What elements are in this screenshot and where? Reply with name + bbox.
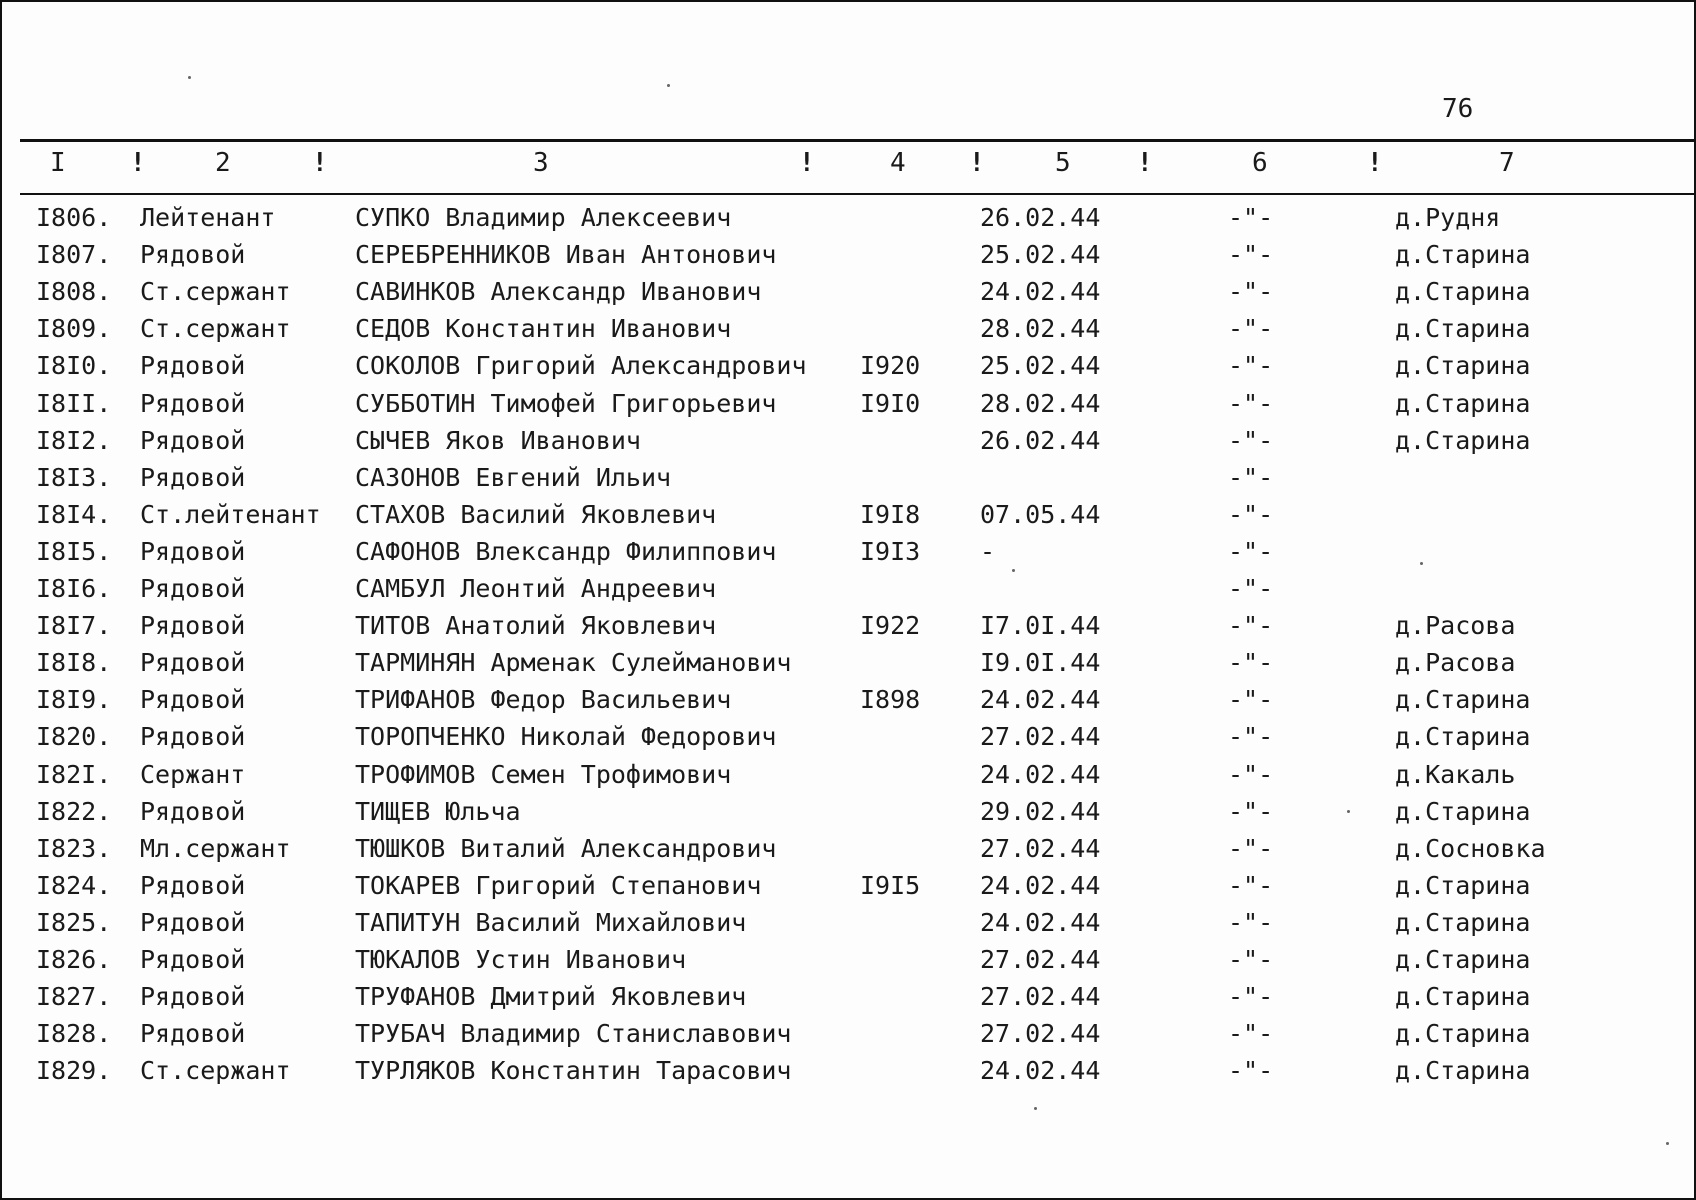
record-name: ТИЩЕВ Юльча — [355, 796, 521, 826]
record-number: I8I5. — [36, 536, 112, 566]
record-row — [2, 500, 1696, 536]
record-row — [2, 389, 1696, 425]
record-ditto-mark: -"- — [1228, 722, 1274, 752]
scan-speck — [667, 84, 670, 87]
record-name: СЫЧЕВ Яков Иванович — [355, 425, 641, 455]
record-row — [2, 685, 1696, 721]
record-date: 07.05.44 — [980, 499, 1101, 529]
record-number: I808. — [36, 277, 112, 307]
record-rank: Рядовой — [140, 722, 246, 752]
record-name: СУББОТИН Тимофей Григорьевич — [355, 388, 777, 418]
record-rank: Рядовой — [140, 982, 246, 1012]
record-place: д.Какаль — [1395, 759, 1516, 789]
record-name: ТЮКАЛОВ Устин Иванович — [355, 945, 687, 974]
record-name: СЕДОВ Константин Иванович — [355, 314, 732, 344]
record-place: д.Старина — [1395, 870, 1531, 900]
record-birth-year: I922 — [860, 611, 921, 641]
record-number: I8I9. — [36, 685, 112, 715]
record-number: I82I. — [36, 759, 112, 789]
record-place: д.Старина — [1395, 722, 1531, 752]
record-rank: Рядовой — [140, 685, 246, 715]
record-number: I826. — [36, 945, 112, 974]
record-name: СОКОЛОВ Григорий Александрович — [355, 351, 807, 381]
record-name: ТОРОПЧЕНКО Николай Федорович — [355, 722, 777, 752]
scan-speck — [188, 76, 191, 79]
record-date: 25.02.44 — [980, 240, 1101, 270]
record-date: 24.02.44 — [980, 907, 1101, 937]
record-name: САФОНОВ Влександр Филиппович — [355, 536, 777, 566]
column-separator: ! — [969, 148, 985, 178]
record-rank: Рядовой — [140, 611, 246, 641]
record-name: СУПКО Владимир Алексеевич — [355, 203, 732, 232]
record-place: д.Старина — [1395, 314, 1531, 344]
record-number: I8I0. — [36, 351, 112, 381]
scan-speck — [1034, 1107, 1037, 1110]
record-rank: Ст.сержант — [140, 1056, 291, 1086]
record-ditto-mark: -"- — [1228, 945, 1274, 974]
record-ditto-mark: -"- — [1228, 648, 1274, 678]
record-rank: Ст.сержант — [140, 314, 291, 344]
record-name: СЕРЕБРЕННИКОВ Иван Антонович — [355, 240, 777, 270]
scan-speck — [1420, 562, 1423, 565]
record-rank: Рядовой — [140, 536, 246, 566]
column-separator: ! — [130, 148, 146, 178]
record-row — [2, 351, 1696, 387]
record-place: д.Старина — [1395, 1019, 1531, 1049]
record-row — [2, 1019, 1696, 1055]
record-date: 27.02.44 — [980, 1019, 1101, 1049]
record-number: I8I7. — [36, 611, 112, 641]
record-row — [2, 463, 1696, 499]
record-name: ТРИФАНОВ Федор Васильевич — [355, 685, 732, 715]
record-ditto-mark: -"- — [1228, 536, 1274, 566]
record-number: I8I3. — [36, 462, 112, 492]
record-rank: Рядовой — [140, 462, 246, 492]
record-row — [2, 908, 1696, 944]
record-row — [2, 277, 1696, 313]
record-place: д.Расова — [1395, 648, 1516, 678]
record-number: I8I8. — [36, 648, 112, 678]
record-number: I822. — [36, 796, 112, 826]
record-date: 27.02.44 — [980, 833, 1101, 863]
record-rank: Рядовой — [140, 425, 246, 455]
record-name: ТУРЛЯКОВ Константин Тарасович — [355, 1056, 792, 1086]
column-header-5: 5 — [1055, 148, 1071, 178]
record-rank: Ст.сержант — [140, 277, 291, 307]
record-ditto-mark: -"- — [1228, 611, 1274, 641]
record-place: д.Сосновка — [1395, 833, 1546, 863]
record-rank: Ст.лейтенант — [140, 499, 321, 529]
record-ditto-mark: -"- — [1228, 499, 1274, 529]
record-ditto-mark: -"- — [1228, 240, 1274, 270]
column-header-2: 2 — [215, 148, 231, 178]
record-number: I8I4. — [36, 499, 112, 529]
record-birth-year: I898 — [860, 685, 921, 715]
scan-speck — [1666, 1142, 1669, 1145]
record-number: I825. — [36, 907, 112, 937]
column-header-7: 7 — [1499, 148, 1515, 178]
record-number: I806. — [36, 203, 112, 232]
record-date: I9.0I.44 — [980, 648, 1101, 678]
record-name: САЗОНОВ Евгений Ильич — [355, 462, 672, 492]
record-place: д.Старина — [1395, 1056, 1531, 1086]
record-date: 27.02.44 — [980, 722, 1101, 752]
column-separator: ! — [312, 148, 328, 178]
record-date: 26.02.44 — [980, 203, 1101, 232]
record-ditto-mark: -"- — [1228, 982, 1274, 1012]
record-name: СТАХОВ Василий Яковлевич — [355, 499, 717, 529]
record-name: ТАРМИНЯН Арменак Сулейманович — [355, 648, 792, 678]
record-ditto-mark: -"- — [1228, 796, 1274, 826]
record-ditto-mark: -"- — [1228, 351, 1274, 381]
record-date: 27.02.44 — [980, 945, 1101, 974]
record-ditto-mark: -"- — [1228, 685, 1274, 715]
record-birth-year: I9I3 — [860, 536, 921, 566]
record-ditto-mark: -"- — [1228, 1056, 1274, 1086]
record-date: 24.02.44 — [980, 1056, 1101, 1086]
record-row — [2, 648, 1696, 684]
record-rank: Рядовой — [140, 870, 246, 900]
record-ditto-mark: -"- — [1228, 314, 1274, 344]
record-number: I824. — [36, 870, 112, 900]
record-rank: Рядовой — [140, 240, 246, 270]
record-place: д.Расова — [1395, 611, 1516, 641]
record-row — [2, 314, 1696, 350]
record-row — [2, 982, 1696, 1018]
record-name: ТЮШКОВ Виталий Александрович — [355, 833, 777, 863]
record-place: д.Старина — [1395, 982, 1531, 1012]
record-name: ТРУФАНОВ Дмитрий Яковлевич — [355, 982, 747, 1012]
record-number: I807. — [36, 240, 112, 270]
column-separator: ! — [1367, 148, 1383, 178]
record-place: д.Старина — [1395, 388, 1531, 418]
column-header-row — [2, 148, 1696, 188]
record-name: ТРУБАЧ Владимир Станиславович — [355, 1019, 792, 1049]
record-number: I8I2. — [36, 425, 112, 455]
record-row — [2, 611, 1696, 647]
scan-speck — [1347, 810, 1350, 813]
record-date: 24.02.44 — [980, 870, 1101, 900]
record-birth-year: I920 — [860, 351, 921, 381]
record-date: 28.02.44 — [980, 314, 1101, 344]
record-place: д.Старина — [1395, 796, 1531, 826]
table-top-rule — [20, 139, 1694, 142]
column-header-3: 3 — [533, 148, 549, 178]
record-number: I827. — [36, 982, 112, 1012]
record-ditto-mark: -"- — [1228, 203, 1274, 232]
record-date: I7.0I.44 — [980, 611, 1101, 641]
record-date: 24.02.44 — [980, 277, 1101, 307]
record-number: I8II. — [36, 388, 112, 418]
record-row — [2, 834, 1696, 870]
record-row — [2, 1056, 1696, 1092]
record-place: д.Старина — [1395, 351, 1531, 381]
record-place: д.Рудня — [1395, 203, 1501, 232]
record-place: д.Старина — [1395, 685, 1531, 715]
record-row — [2, 760, 1696, 796]
record-date: 26.02.44 — [980, 425, 1101, 455]
record-row — [2, 426, 1696, 462]
record-rank: Рядовой — [140, 945, 246, 974]
record-date: 28.02.44 — [980, 388, 1101, 418]
record-row — [2, 203, 1696, 239]
record-place: д.Старина — [1395, 425, 1531, 455]
record-row — [2, 537, 1696, 573]
record-row — [2, 240, 1696, 276]
record-row — [2, 574, 1696, 610]
record-rank: Рядовой — [140, 648, 246, 678]
record-ditto-mark: -"- — [1228, 574, 1274, 603]
record-rank: Рядовой — [140, 351, 246, 381]
page-number: 76 — [1442, 94, 1474, 124]
record-row — [2, 871, 1696, 907]
record-row — [2, 945, 1696, 981]
record-number: I820. — [36, 722, 112, 752]
record-date: - — [980, 536, 996, 566]
table-header-rule — [20, 193, 1694, 195]
scan-speck — [1012, 569, 1015, 572]
record-number: I828. — [36, 1019, 112, 1049]
record-name: ТОКАРЕВ Григорий Степанович — [355, 870, 762, 900]
record-name: САМБУЛ Леонтий Андреевич — [355, 574, 717, 603]
record-ditto-mark: -"- — [1228, 1019, 1274, 1049]
record-ditto-mark: -"- — [1228, 425, 1274, 455]
record-ditto-mark: -"- — [1228, 462, 1274, 492]
record-date: 24.02.44 — [980, 685, 1101, 715]
record-row — [2, 797, 1696, 833]
record-ditto-mark: -"- — [1228, 388, 1274, 418]
record-number: I809. — [36, 314, 112, 344]
record-row — [2, 722, 1696, 758]
record-rank: Рядовой — [140, 796, 246, 826]
record-date: 25.02.44 — [980, 351, 1101, 381]
record-name: ТРОФИМОВ Семен Трофимович — [355, 759, 732, 789]
record-rank: Сержант — [140, 759, 246, 789]
record-date: 27.02.44 — [980, 982, 1101, 1012]
record-rank: Лейтенант — [140, 203, 276, 232]
record-ditto-mark: -"- — [1228, 277, 1274, 307]
record-number: I8I6. — [36, 574, 112, 603]
record-rank: Рядовой — [140, 574, 246, 603]
record-ditto-mark: -"- — [1228, 870, 1274, 900]
record-rank: Мл.сержант — [140, 833, 291, 863]
column-separator: ! — [799, 148, 815, 178]
column-header-1: I — [50, 148, 66, 178]
record-rank: Рядовой — [140, 907, 246, 937]
record-number: I829. — [36, 1056, 112, 1086]
record-name: САВИНКОВ Александр Иванович — [355, 277, 762, 307]
column-header-6: 6 — [1252, 148, 1268, 178]
record-birth-year: I9I8 — [860, 499, 921, 529]
record-ditto-mark: -"- — [1228, 759, 1274, 789]
record-name: ТИТОВ Анатолий Яковлевич — [355, 611, 717, 641]
record-date: 29.02.44 — [980, 796, 1101, 826]
record-birth-year: I9I5 — [860, 870, 921, 900]
record-place: д.Старина — [1395, 945, 1531, 974]
record-place: д.Старина — [1395, 277, 1531, 307]
column-header-4: 4 — [890, 148, 906, 178]
record-birth-year: I9I0 — [860, 388, 921, 418]
record-ditto-mark: -"- — [1228, 833, 1274, 863]
record-ditto-mark: -"- — [1228, 907, 1274, 937]
record-rank: Рядовой — [140, 1019, 246, 1049]
record-rank: Рядовой — [140, 388, 246, 418]
record-place: д.Старина — [1395, 907, 1531, 937]
record-place: д.Старина — [1395, 240, 1531, 270]
record-date: 24.02.44 — [980, 759, 1101, 789]
record-name: ТАПИТУН Василий Михайлович — [355, 907, 747, 937]
record-number: I823. — [36, 833, 112, 863]
column-separator: ! — [1137, 148, 1153, 178]
